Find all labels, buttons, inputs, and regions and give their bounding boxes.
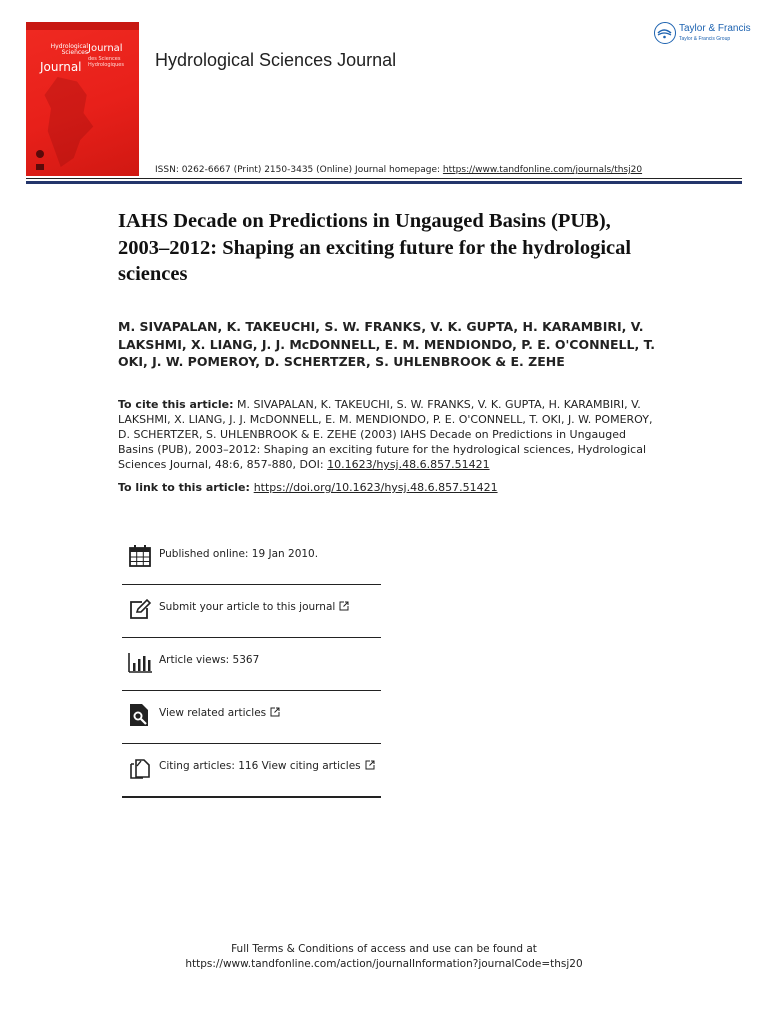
doi-short-link[interactable]: 10.1623/hysj.48.6.857.51421 [327,458,490,471]
cover-strip [26,22,139,30]
citing-articles-label: Citing articles: 116 View citing articles [159,760,361,772]
article-title: IAHS Decade on Predictions in Ungauged Basins (PUB), 2003–2012: Shaping an exciting future for the hydrological sciences [118,210,632,285]
publisher-name: Taylor & Francis [679,23,751,34]
journal-homepage-link[interactable]: https://www.tandfonline.com/journals/thsj20 [442,165,643,175]
journal-cover [26,22,139,176]
edit-icon [128,597,152,621]
link-label: To link to this article: [118,481,254,494]
cite-text: M. SIVAPALAN, K. TAKEUCHI, S. W. FRANKS, V. K. GUPTA, H. KARAMBIRI, V. LAKSHMI, X. LIANG, J. J. McDONNELL, E. M. MENDIONDO, P. E. O'CONNELL, T. OKI, J. W. POMEROY, D. SCHERTZER, S. UHLENBROOK & E. ZEHE (2003) IAHS Decade on Predictions in Ungauged Basins (PUB), 2003–2012: Shaping an exciting future for the hydrological sciences, Hydrological Sciences Journal, 48:6, 857-880, DOI: [118,398,653,471]
published-online-row [122,532,381,585]
taylor-francis-logo-icon [654,22,676,44]
external-link-icon [365,760,375,773]
link-line [118,481,498,494]
cover-title-small: Hydrological Sciences [50,43,88,56]
header-rule-thin [26,178,742,179]
header-rule-thick [26,181,742,184]
citing-articles-link[interactable] [159,760,375,773]
issn-line [155,165,642,175]
article-authors: M. SIVAPALAN, K. TAKEUCHI, S. W. FRANKS, V. K. GUPTA, H. KARAMBIRI, V. LAKSHMI, X. LIANG, J. J. McDONNELL, E. M. MENDIONDO, P. E. O'CONNELL, T. OKI, J. W. POMEROY, D. SCHERTZER, S. UHLENBROOK & E. ZEHE [118,319,655,369]
footer-terms-line: Full Terms & Conditions of access and use can be found at [231,943,537,955]
publisher-subname: Taylor & Francis Group [679,36,731,42]
footer-terms-url[interactable]: https://www.tandfonline.com/action/journalInformation?journalCode=thsj20 [185,958,583,970]
citing-icon [128,756,152,780]
related-articles-link[interactable] [159,707,280,720]
issn-text: ISSN: 0262-6667 (Print) 2150-3435 (Online) Journal homepage: [155,165,443,175]
related-articles-label: View related articles [159,707,267,719]
search-document-icon [128,703,152,727]
citing-articles-row[interactable] [122,744,381,798]
cover-title-fr: des Sciences Hydrologiques [88,56,124,68]
external-link-icon [270,707,280,720]
calendar-icon [128,544,152,568]
bar-chart-icon [128,650,152,674]
doi-url-link[interactable]: https://doi.org/10.1623/hysj.48.6.857.51421 [253,481,498,494]
cover-map-graphic [38,77,103,167]
article-meta-list [122,532,381,798]
related-articles-row[interactable] [122,691,381,744]
external-link-icon [339,601,349,614]
submit-article-label: Submit your article to this journal [159,601,336,613]
article-views-row [122,638,381,691]
submit-article-link[interactable] [159,601,349,614]
submit-article-row[interactable] [122,585,381,638]
article-views-text: Article views: 5367 [159,654,260,666]
citation-block [118,397,653,472]
cover-publisher-logo-icon [36,164,44,170]
cite-label: To cite this article: [118,398,234,411]
published-online-text: Published online: 19 Jan 2010. [159,548,319,560]
cover-title-main: Journal [40,60,82,74]
cover-title-journal: Journal [88,43,123,54]
footer [0,942,768,972]
cover-logo-icon [36,150,44,158]
journal-title: Hydrological Sciences Journal [155,50,397,70]
